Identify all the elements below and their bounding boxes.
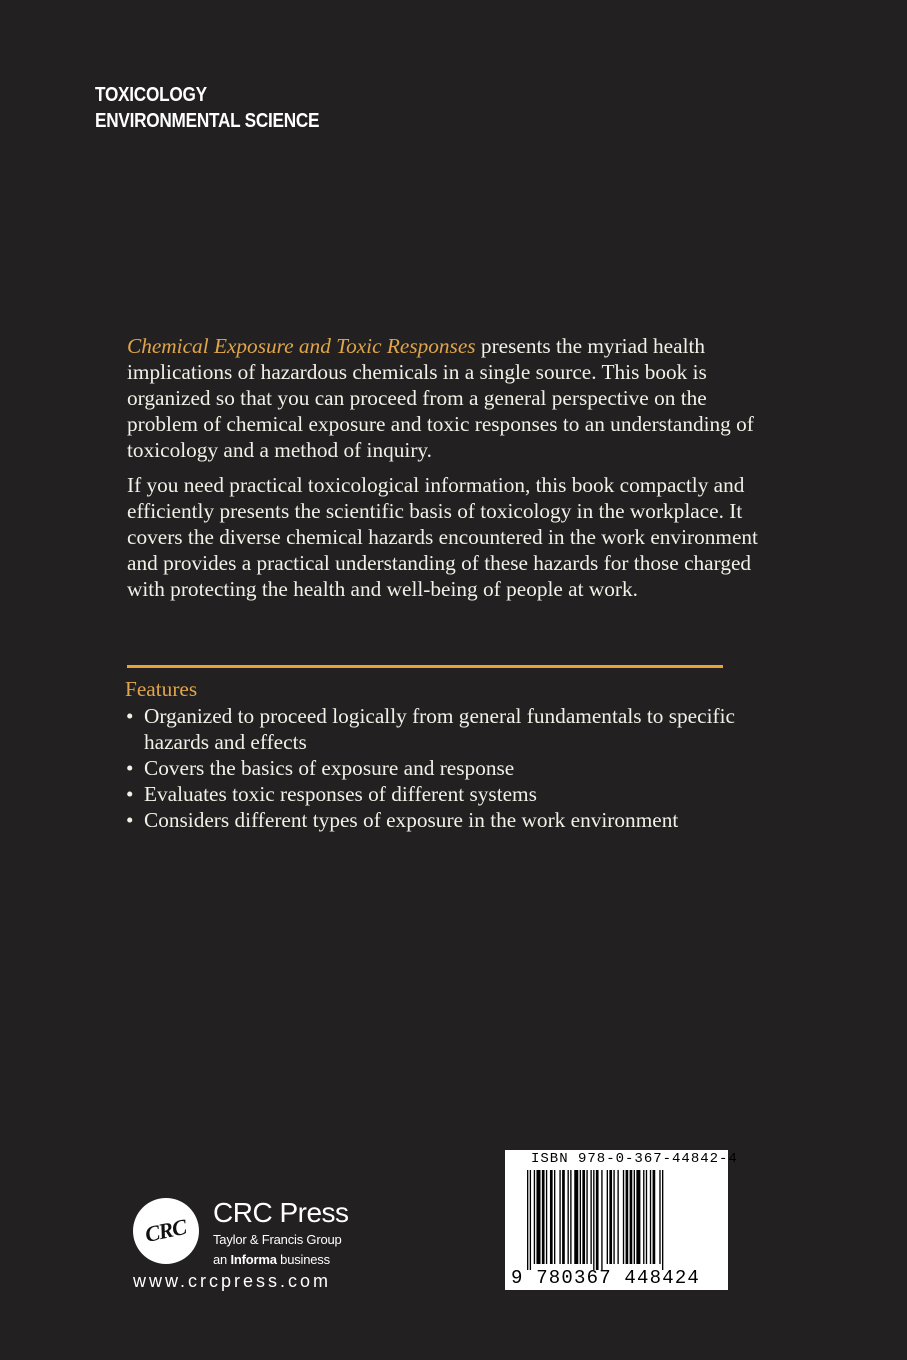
- book-description: [127, 333, 767, 611]
- book-title-inline: Chemical Exposure and Toxic Responses: [127, 334, 476, 358]
- bullet-icon: •: [126, 756, 134, 780]
- barcode-bar: [574, 1170, 578, 1264]
- barcode-bar: [570, 1170, 571, 1264]
- barcode-bar: [527, 1170, 528, 1270]
- category-labels: [95, 82, 319, 134]
- publisher-group: Taylor & Francis Group: [213, 1232, 342, 1247]
- barcode-bar: [613, 1170, 614, 1264]
- barcode-bar: [601, 1170, 602, 1270]
- bullet-icon: •: [126, 704, 134, 728]
- feature-text: Covers the basics of exposure and response: [144, 756, 515, 780]
- isbn-digits: 9 780367 448424: [511, 1267, 701, 1289]
- category-environmental-science: ENVIRONMENTAL SCIENCE: [95, 110, 320, 132]
- informa-brand: Informa: [230, 1252, 277, 1267]
- barcode-bar: [636, 1170, 640, 1264]
- publisher-business: an Informa business: [213, 1252, 330, 1267]
- publisher-url: www.crcpress.com: [133, 1271, 332, 1291]
- barcode-bar: [650, 1170, 651, 1264]
- category-toxicology: TOXICOLOGY: [95, 84, 207, 106]
- barcode-bar: [623, 1170, 624, 1264]
- barcode-bar: [580, 1170, 581, 1264]
- barcode-bar: [634, 1170, 635, 1264]
- barcode-bar: [630, 1170, 633, 1264]
- barcode-bar: [607, 1170, 608, 1264]
- publisher-name: CRC Press: [213, 1197, 349, 1228]
- barcode-bar: [530, 1170, 531, 1270]
- description-paragraph-1: [127, 333, 767, 463]
- barcode-bar: [626, 1170, 629, 1264]
- feature-text: Considers different types of exposure in the work environment: [144, 808, 679, 832]
- feature-item: [125, 807, 765, 833]
- barcode-bar: [646, 1170, 647, 1264]
- barcode-bar: [562, 1170, 565, 1264]
- features-list: [125, 703, 765, 833]
- barcode-bar: [586, 1170, 587, 1264]
- barcode-bar: [643, 1170, 644, 1264]
- barcode-bar: [536, 1170, 540, 1264]
- barcode-bar: [546, 1170, 547, 1264]
- barcode-bar: [659, 1170, 660, 1264]
- barcode-bar: [542, 1170, 545, 1264]
- barcode-bar: [534, 1170, 535, 1264]
- feature-item: [125, 703, 765, 755]
- feature-text: Organized to proceed logically from general fundamentals to specific hazards and effects: [144, 704, 735, 754]
- barcode-bar: [590, 1170, 591, 1264]
- barcode-bar: [582, 1170, 585, 1264]
- publisher-subtitle: [213, 1230, 342, 1270]
- features-heading: Features: [125, 677, 198, 701]
- feature-item: [125, 781, 765, 807]
- barcode-bar: [559, 1170, 560, 1264]
- isbn-label: ISBN 978-0-367-44842-4: [531, 1151, 738, 1167]
- divider-rule: [127, 665, 723, 668]
- bullet-icon: •: [126, 808, 134, 832]
- barcode-bar: [550, 1170, 553, 1264]
- crc-logo-text: CRC: [143, 1214, 189, 1248]
- bullet-icon: •: [126, 782, 134, 806]
- barcode-bar: [596, 1170, 599, 1270]
- feature-text: Evaluates toxic responses of different systems: [144, 782, 537, 806]
- barcode-bar: [653, 1170, 656, 1264]
- isbn-barcode: [505, 1150, 738, 1290]
- barcode-bar: [593, 1170, 594, 1270]
- barcode-bar: [554, 1170, 555, 1264]
- description-paragraph-2: If you need practical toxicological information, this book compactly and efficiently presents the scientific basis of toxicology in the workplace. It covers the diverse chemical hazards encountered in the work environment and provides a practical understanding of these hazards for those charged with protecting the health and well-being of people at work.: [127, 473, 758, 601]
- barcode-bar: [662, 1170, 663, 1270]
- description-paragraph-1-text: presents the myriad health implications of hazardous chemicals in a single source. This book is organized so that you can proceed from a general perspective on the problem of chemical exposure and toxic responses to an understanding of toxicology and a method of inquiry.: [127, 334, 754, 462]
- features-section: [125, 676, 765, 833]
- barcode-bar: [568, 1170, 569, 1264]
- feature-item: [125, 755, 765, 781]
- barcode-bar: [617, 1170, 618, 1264]
- barcode-bar: [609, 1170, 612, 1264]
- crc-logo: [133, 1198, 199, 1264]
